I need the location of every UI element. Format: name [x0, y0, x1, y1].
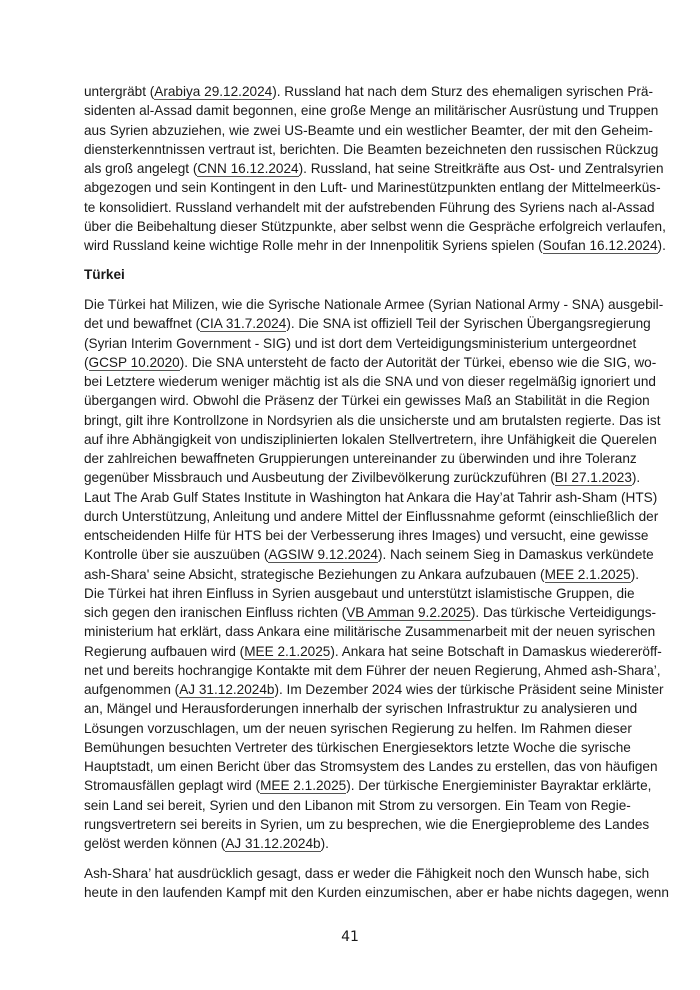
- text-segment: sich gegen den iranischen Einfluss richten (: [84, 605, 347, 620]
- text-segment: auf ihre Abhängigkeit von undisziplinierten lokalen Stellvertretern, ihre Unfähigkeit die Querelen: [84, 431, 657, 447]
- text-segment: durch Unterstützung, Anleitung und andere Mittel der Einflussnahme geformt (einschließlich der: [84, 508, 659, 524]
- text-line: [84, 372, 656, 391]
- text-segment: ). Das türkische Verteidigungs-: [470, 605, 657, 620]
- text-line: [84, 121, 653, 140]
- text-line: [84, 507, 659, 526]
- text-line: [84, 661, 661, 680]
- text-line: [84, 757, 658, 776]
- text-line: [84, 699, 638, 718]
- citation-link[interactable]: VB Amman 9.2.2025: [346, 605, 471, 620]
- text-line: [84, 82, 653, 101]
- text-segment: ). Im Dezember 2024 wies der türkische Präsident seine Minister: [274, 682, 664, 697]
- text-segment: gelöst werden können (: [84, 836, 226, 851]
- page-number: 41: [341, 929, 359, 945]
- text-line: [84, 815, 650, 834]
- text-line: [84, 526, 649, 545]
- citation-link[interactable]: Soufan 16.12.2024: [542, 238, 658, 253]
- citation-link[interactable]: Arabiya 29.12.2024: [154, 84, 273, 99]
- text-segment: abgezogen und sein Kontingent in den Luft- und Marinestützpunkten entlang der Mittelmeerküs-: [84, 180, 661, 196]
- text-line: [84, 883, 669, 902]
- text-segment: an, Mängel und Herausforderungen innerhalb der syrischen Infrastruktur zu analysieren und: [84, 701, 638, 717]
- text-segment: ).: [631, 470, 641, 486]
- text-line: [84, 776, 652, 795]
- citation-link[interactable]: GCSP 10.2020: [88, 354, 180, 370]
- text-line: [84, 680, 664, 699]
- text-segment: übergangen wird. Obwohl die Präsenz der Türkei ein gewisses Maß an Stabilität in die Region: [84, 393, 650, 409]
- section-heading-turkey: Türkei: [84, 267, 125, 282]
- text-line: [84, 468, 641, 487]
- citation-link[interactable]: CIA 31.7.2024: [200, 316, 287, 332]
- text-line: [84, 603, 657, 622]
- text-segment: über die Beibehaltung dieser Stützpunkte, aber selbst wenn die Gespräche erfolgreich verlaufen,: [84, 218, 666, 234]
- text-segment: ).: [657, 238, 666, 253]
- text-segment: bei Letztere wiederum weniger mächtig ist als die SNA und von dieser regelmäßig ignoriert und: [84, 374, 656, 389]
- text-line: [84, 217, 666, 236]
- text-line: [84, 864, 650, 883]
- citation-link[interactable]: AGSIW 9.12.2024: [268, 547, 378, 563]
- text-line: [84, 353, 657, 372]
- paragraph-ash-shara: [84, 864, 669, 903]
- text-segment: ).: [630, 566, 640, 582]
- paragraph-turkey: [84, 295, 664, 853]
- text-line: [84, 295, 664, 314]
- citation-link[interactable]: MEE 2.1.2025: [244, 643, 331, 659]
- citation-link[interactable]: AJ 31.12.2024b: [225, 836, 321, 851]
- text-line: [84, 101, 659, 120]
- text-line: [84, 738, 631, 757]
- text-segment: Die Türkei hat Milizen, wie die Syrische Nationale Armee (Syrian National Army - SNA) ausgebil-: [84, 297, 664, 312]
- text-segment: (: [84, 354, 89, 370]
- text-line: [84, 314, 651, 333]
- paragraph-russia: [84, 82, 666, 255]
- text-line: [84, 334, 637, 353]
- text-segment: aus Syrien abzuziehen, wie zwei US-Beamte und ein westlicher Beamter, der mit den Geheim-: [84, 122, 653, 138]
- citation-link[interactable]: MEE 2.1.2025: [544, 566, 631, 582]
- text-segment: Lösungen vorzuschlagen, um der neuen syrischen Regierung zu helfen. Im Rahmen dieser: [84, 720, 632, 736]
- text-segment: Ash-Shara’ hat ausdrücklich gesagt, dass er weder die Fähigkeit noch den Wunsch habe, sich: [84, 866, 650, 881]
- text-segment: Bemühungen besuchten Vertreter des türkischen Energiesektors letzte Woche die syrische: [84, 739, 631, 755]
- text-segment: sein Land sei bereit, Syrien und den Libanon mit Strom zu versorgen. Ein Team von Regie-: [84, 797, 631, 813]
- text-line: [84, 719, 632, 738]
- text-segment: diensterkenntnissen vertraut ist, berichten. Die Beamten bezeichneten den russischen Rückzug: [84, 141, 659, 157]
- text-segment: Kontrolle über sie auszuüben (: [84, 547, 269, 563]
- text-segment: ). Ankara hat seine Botschaft in Damaskus wiedereröff-: [330, 643, 662, 659]
- text-segment: ). Nach seinem Sieg in Damaskus verkündete: [377, 547, 654, 563]
- text-line: [84, 236, 666, 255]
- text-line: [84, 622, 656, 641]
- citation-link[interactable]: BI 27.1.2023: [554, 470, 632, 486]
- text-segment: Hauptstadt, um einen Bericht über das Stromsystem des Landes zu erstellen, das von häufigen: [84, 759, 658, 774]
- text-line: [84, 140, 659, 159]
- text-segment: als groß angelegt (: [84, 161, 198, 176]
- text-segment: bringt, gilt ihre Kontrollzone in Nordsyrien als die unsicherste und am brutalsten regierte. Das ist: [84, 412, 661, 428]
- text-segment: rungsvertretern sei bereits in Syrien, um zu besprechen, wie die Energieprobleme des Landes: [84, 816, 650, 832]
- text-segment: entscheidenden Hilfe für HTS bei der Verbesserung ihres Images) und versucht, eine gewisse: [84, 528, 649, 543]
- text-line: [84, 411, 661, 430]
- text-line: [84, 642, 662, 661]
- text-segment: sidenten al-Assad damit begonnen, eine große Menge an militärischer Ausrüstung und Truppen: [84, 103, 659, 119]
- text-line: [84, 488, 658, 507]
- text-segment: gegenüber Missbrauch und Ausbeutung der Zivilbevölkerung zurückzuführen (: [84, 470, 555, 486]
- text-segment: ). Der türkische Energieminister Bayraktar erklärte,: [346, 778, 652, 794]
- text-line: [84, 159, 664, 178]
- text-segment: ministerium hat erklärt, dass Ankara eine militärische Zusammenarbeit mit der neuen syrischen: [84, 624, 656, 640]
- text-segment: Laut The Arab Gulf States Institute in Washington hat Ankara die Hay’at Tahrir ash-Sham (HTS): [84, 489, 658, 505]
- citation-link[interactable]: AJ 31.12.2024b: [179, 682, 275, 697]
- text-segment: aufgenommen (: [84, 682, 180, 697]
- text-line: [84, 834, 617, 853]
- text-line: [84, 449, 637, 468]
- text-segment: ash-Shara' seine Absicht, strategische Beziehungen zu Ankara aufzubauen (: [84, 566, 545, 582]
- text-segment: ). Die SNA untersteht de facto der Autorität der Türkei, ebenso wie die SIG, wo-: [179, 354, 657, 370]
- text-segment: ). Russland hat nach dem Sturz des ehemaligen syrischen Prä-: [272, 84, 653, 99]
- text-line: [84, 178, 661, 197]
- text-segment: Stromausfällen geplagt wird (: [84, 778, 261, 794]
- text-segment: wird Russland keine wichtige Rolle mehr in der Innenpolitik Syriens spielen (: [84, 238, 543, 253]
- text-line: [84, 545, 654, 564]
- text-line: [84, 796, 631, 815]
- text-line: [84, 584, 635, 603]
- text-segment: te konsolidiert. Russland verhandelt mit der aufstrebenden Führung des Syriens nach al-Assad: [84, 199, 655, 215]
- text-segment: ). Die SNA ist offiziell Teil der Syrischen Übergangsregierung: [286, 316, 651, 332]
- text-segment: ).: [320, 836, 329, 851]
- text-line: [84, 198, 655, 217]
- text-line: [84, 565, 640, 584]
- text-line: [84, 430, 657, 449]
- text-segment: Die Türkei hat ihren Einfluss in Syrien ausgebaut und unterstützt islamistische Gruppen, die: [84, 585, 635, 601]
- text-segment: (Syrian Interim Government - SIG) und ist dort dem Verteidigungsministerium untergeordnet: [84, 335, 637, 351]
- citation-link[interactable]: CNN 16.12.2024: [197, 161, 299, 176]
- text-segment: untergräbt (: [84, 84, 155, 99]
- text-segment: heute in den laufenden Kampf mit den Kurden einzumischen, aber er habe nichts dagegen, wenn: [84, 885, 669, 901]
- text-segment: ). Russland, hat seine Streitkräfte aus Ost- und Zentralsyrien: [298, 161, 664, 176]
- citation-link[interactable]: MEE 2.1.2025: [260, 778, 347, 794]
- text-line: [84, 391, 650, 410]
- text-segment: der zahlreichen bewaffneten Gruppierungen untereinander zu überwinden und ihre Toleranz: [84, 451, 637, 466]
- text-segment: Regierung aufbauen wird (: [84, 643, 245, 659]
- text-segment: det und bewaffnet (: [84, 316, 201, 332]
- text-segment: net und bereits hochrangige Kontakte mit dem Führer der neuen Regierung, Ahmed ash-Shara’,: [84, 662, 661, 678]
